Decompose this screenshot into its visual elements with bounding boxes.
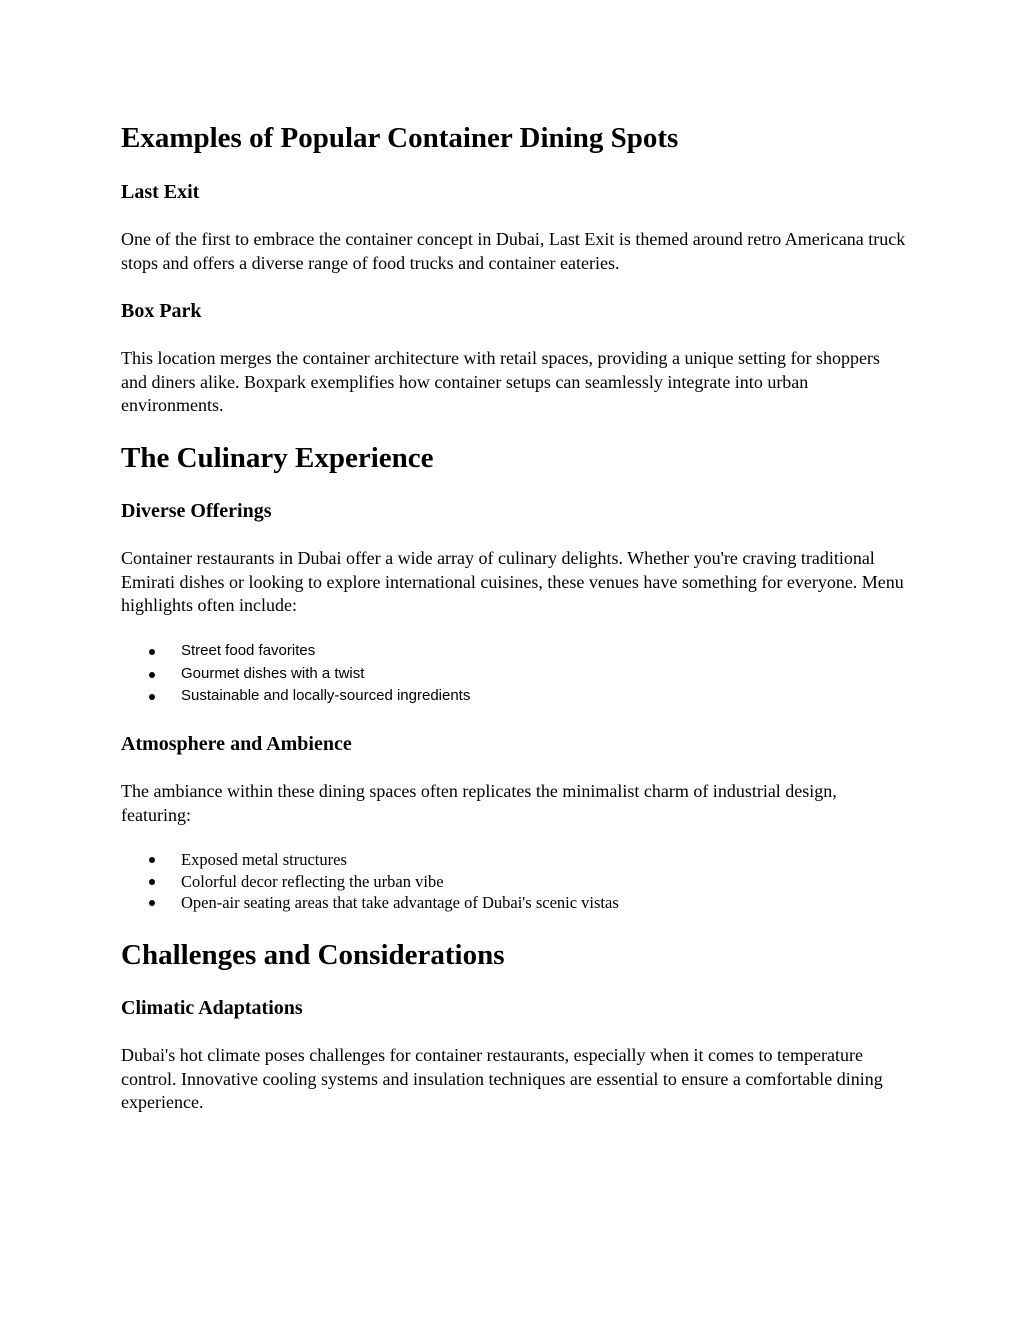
bullet-icon xyxy=(149,857,155,863)
list-item xyxy=(121,892,619,914)
paragraph-last-exit: One of the first to embrace the container concept in Dubai, Last Exit is themed around retro Americana truck stops and offers a diverse range of food trucks and container eateries. xyxy=(121,229,906,273)
bullet-icon xyxy=(149,694,155,700)
list-item-text: Sustainable and locally-sourced ingredients xyxy=(181,687,471,704)
list-item xyxy=(121,849,619,871)
bullet-icon xyxy=(149,879,155,885)
heading-last-exit: Last Exit xyxy=(121,181,200,203)
bullet-icon xyxy=(149,649,155,655)
paragraph-box-park: This location merges the container architecture with retail spaces, providing a unique setting for shoppers and diners alike. Boxpark exemplifies how container setups can seamlessly integrate into urban environments. xyxy=(121,348,880,415)
list-item xyxy=(121,685,470,708)
paragraph-diverse-offerings: Container restaurants in Dubai offer a wide array of culinary delights. Whether you're craving traditional Emirati dishes or looking to explore international cuisines, these venues have something for everyone. Menu highlights often include: xyxy=(121,548,904,615)
heading-climatic: Climatic Adaptations xyxy=(121,997,303,1019)
list-item-text: Street food favorites xyxy=(181,642,316,659)
list-atmosphere-features xyxy=(121,849,619,914)
list-item-text: Open-air seating areas that take advantage of Dubai's scenic vistas xyxy=(181,893,619,912)
list-item-text: Exposed metal structures xyxy=(181,850,347,869)
list-item-text: Gourmet dishes with a twist xyxy=(181,664,365,682)
paragraph-climatic: Dubai's hot climate poses challenges for container restaurants, especially when it comes to temperature control. Innovative cooling systems and insulation techniques are essential to ensure a comfortable dining experience. xyxy=(121,1045,883,1112)
heading-box-park: Box Park xyxy=(121,300,202,322)
heading-diverse-offerings: Diverse Offerings xyxy=(121,500,272,522)
bullet-icon xyxy=(149,672,155,678)
bullet-icon xyxy=(149,900,155,906)
section-title-challenges: Challenges and Considerations xyxy=(121,939,505,971)
section-title-culinary: The Culinary Experience xyxy=(121,442,434,474)
section-title-examples: Examples of Popular Container Dining Spots xyxy=(121,122,679,154)
list-item xyxy=(121,871,619,893)
list-menu-highlights xyxy=(121,640,470,708)
list-item xyxy=(121,663,470,686)
heading-atmosphere: Atmosphere and Ambience xyxy=(121,733,352,755)
paragraph-atmosphere: The ambiance within these dining spaces often replicates the minimalist charm of industrial design, featuring: xyxy=(121,781,837,825)
list-item xyxy=(121,640,470,663)
list-item-text: Colorful decor reflecting the urban vibe xyxy=(181,871,444,891)
